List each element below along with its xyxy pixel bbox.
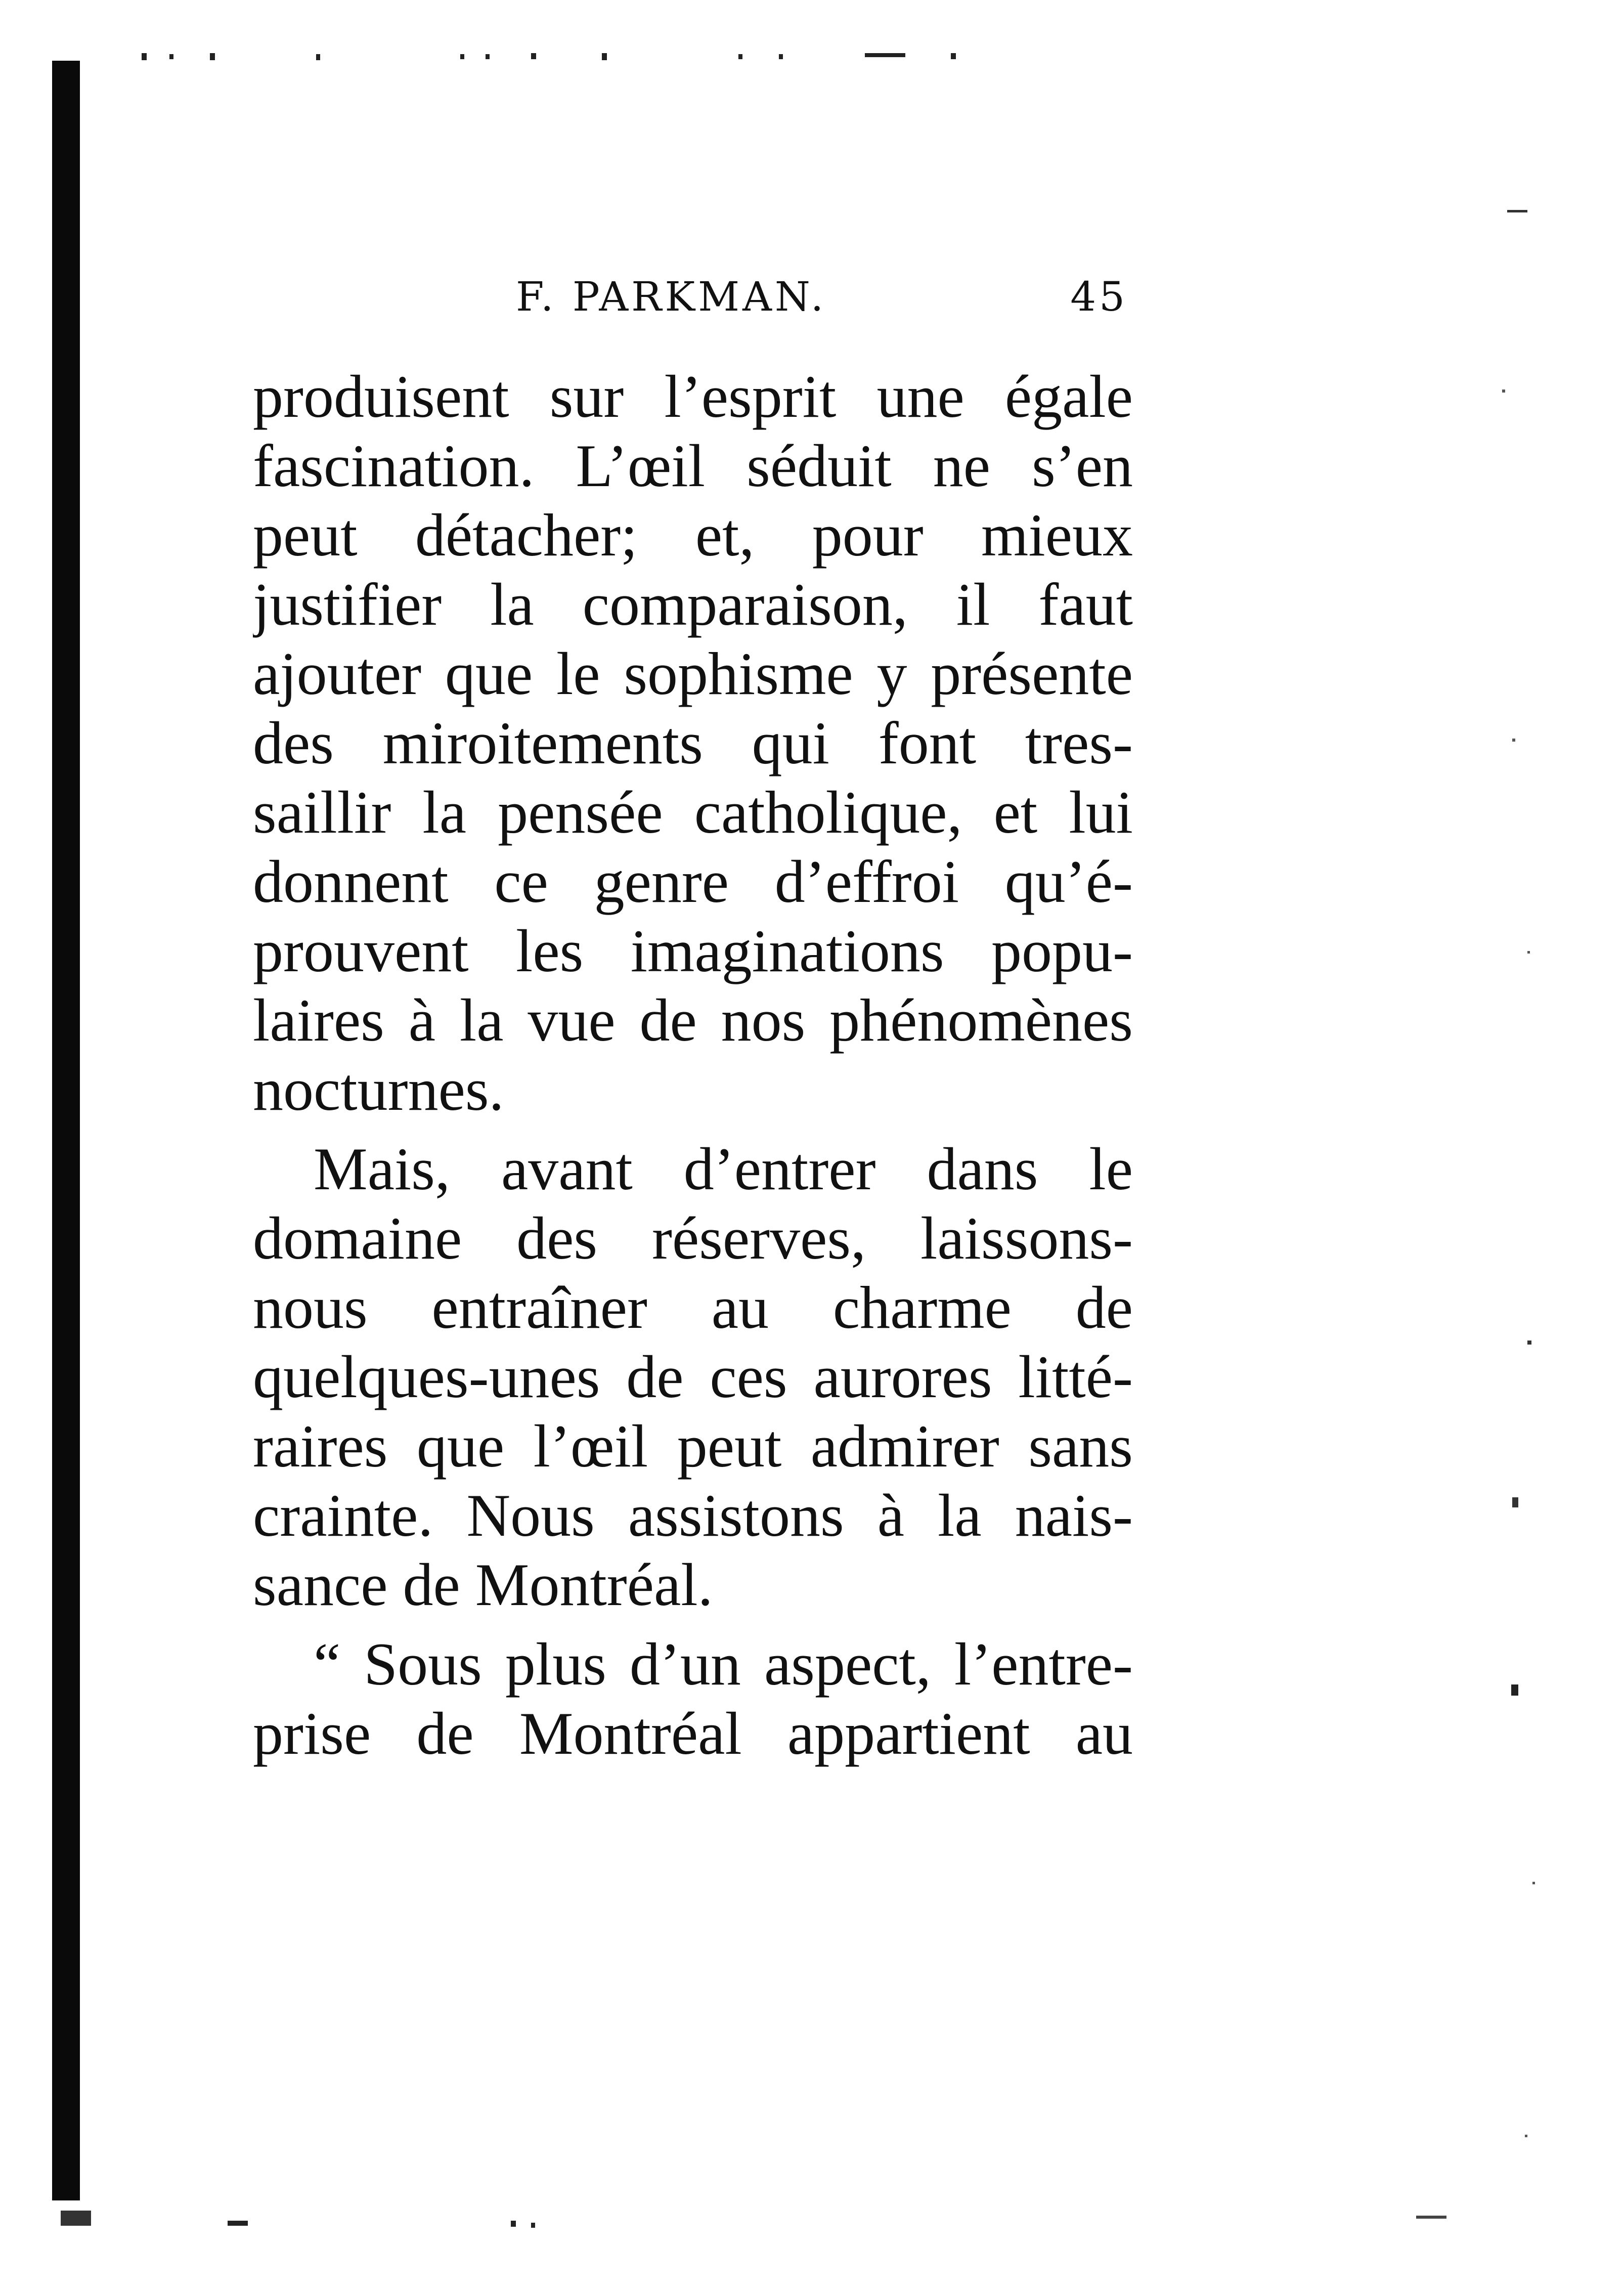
scan-noise-right (1497, 61, 1558, 2236)
page-number: 45 (1070, 273, 1128, 320)
text-line: nous entraîner au charme de (253, 1274, 1133, 1341)
text-line: prouvent les imaginations popu- (253, 917, 1133, 984)
scan-noise-top (142, 48, 976, 63)
text-line: donnent ce genre d’effroi qu’é- (253, 848, 1133, 915)
text-line: fascination. L’œil séduit ne s’en (253, 432, 1133, 499)
text-line: saillir la pensée catholique, et lui (253, 779, 1133, 846)
scan-noise-bottom (61, 2200, 1527, 2241)
text-line: domaine des réserves, laissons- (253, 1204, 1133, 1272)
page-header (253, 273, 1133, 329)
text-line: sance de Montréal. (253, 1551, 713, 1618)
text-line: des miroitements qui font tres- (253, 709, 1133, 776)
running-title: F. PARKMAN. (516, 273, 827, 320)
text-line: Mais, avant d’entrer dans le (314, 1135, 1133, 1202)
text-line: laires à la vue de nos phénomènes (253, 986, 1133, 1054)
text-line: produisent sur l’esprit une égale (253, 363, 1133, 430)
text-line: prise de Montréal appartient au (253, 1700, 1133, 1767)
body-text (253, 362, 1133, 1768)
text-line: ajouter que le sophisme y présente (253, 640, 1133, 707)
paragraph (253, 1134, 1133, 1619)
text-line: “ Sous plus d’un aspect, l’entre- (314, 1630, 1133, 1698)
text-line: justifier la comparaison, il faut (253, 571, 1133, 638)
scan-binding-edge (52, 61, 80, 2200)
text-line: crainte. Nous assistons à la nais- (253, 1482, 1133, 1549)
paragraph (253, 1629, 1133, 1768)
text-line: peut détacher; et, pour mieux (253, 501, 1133, 569)
text-line: nocturnes. (253, 1056, 504, 1123)
text-line: quelques-unes de ces aurores litté- (253, 1343, 1133, 1410)
paragraph (253, 362, 1133, 1124)
text-line: raires que l’œil peut admirer sans (253, 1412, 1133, 1480)
